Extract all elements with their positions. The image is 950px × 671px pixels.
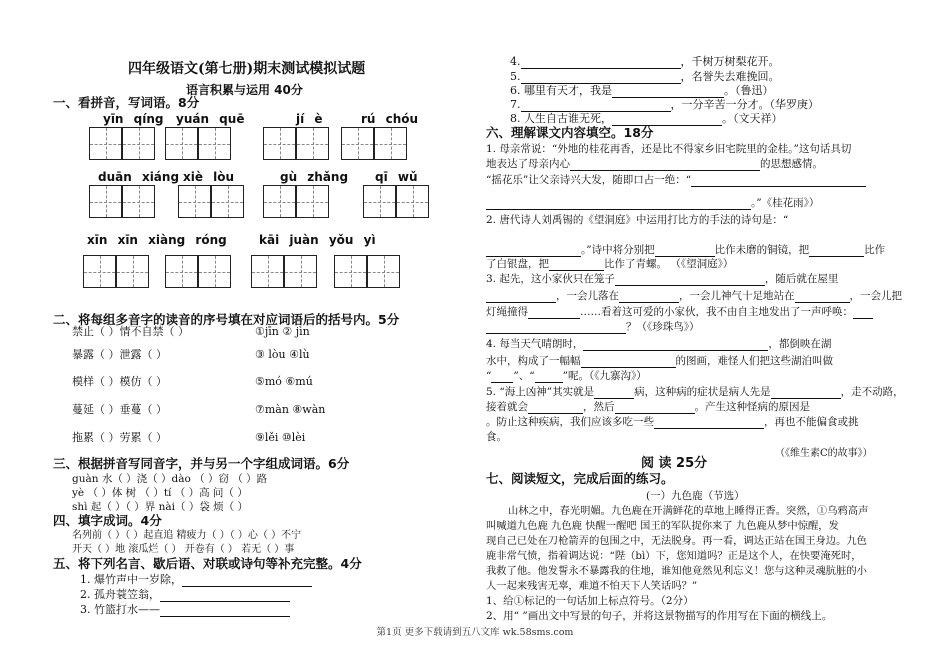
section-6-heading: 六、理解课文内容填空。18分: [486, 125, 654, 140]
section-7-heading: 七、阅读短文，完成后面的练习。: [486, 471, 674, 486]
pinyin-8: qī wǔ: [375, 170, 418, 184]
s3-line-1: guàn 水（ ）浇（ ）dào （ ）窃 （ ）路: [72, 473, 268, 485]
s6-p3a: 3. 起先，这小家伙只在笼子 ，随后就在屋里: [486, 273, 839, 285]
page-title: 四年级语文(第七册)期末测试模拟试题: [128, 61, 366, 77]
s2-row-3-right: ⑤mó ⑥mú: [255, 375, 313, 388]
s6-p3c: 灯绳撞得 ……看着这可爱的小家伙，我不由自主地发出了一声呼唤：: [486, 305, 873, 319]
reading-question-2: 2、用“ ”画出文中写景的句子，并将这景物描写的作用写在下面的横线上。: [486, 610, 833, 622]
reading-para-4: 鹿非常气愤，指着调达说：“陛（bì）下，您知道吗？正是这个人，在快要淹死时，: [486, 550, 862, 562]
page-footer: 第1页 更多下载请到五八文库 wk.58sms.com: [376, 627, 574, 638]
pinyin-4: rú chóu: [361, 112, 419, 126]
s6-p4c: “ ”、“ ”呢。（《九寨沟》）: [486, 370, 647, 382]
s2-row-4-left: 蔓延（ ）垂蔓（ ）: [72, 403, 167, 416]
pinyin-7: gù zhǎng: [280, 170, 349, 184]
s5-item-3: 3. 竹篮打水——: [80, 603, 290, 617]
reading-subtitle: (一）九色鹿（节选）: [646, 490, 745, 502]
s6-p1a: 1. 母亲常说：“外地的桂花再香，还是比不得家乡旧宅院里的金桂。”这句话具切: [486, 143, 852, 155]
s2-row-1-left: 禁止（ ）情不自禁（ ）: [72, 325, 189, 338]
s2-row-4-right: ⑦màn ⑧wàn: [255, 403, 326, 416]
s6-p3b: ，一会儿落在 ，一会儿神气十足地站在 ，一会儿把: [486, 289, 902, 303]
s5-item-5: 5. ，名誉失去难挽回。: [510, 70, 780, 83]
s2-row-2-left: 暴露（ ）泄露（ ）: [72, 348, 167, 361]
reading-para-1: 山林之中，春光明媚。九色鹿在开满鲜花的草地上睡得正香。突然，①乌鸦高声: [508, 505, 869, 517]
s5-item-7: 7. ，一分辛苦一分才。（华罗庚）: [510, 98, 819, 111]
pinyin-9: xīn xīn xiàng róng: [87, 233, 227, 247]
reading-para-5: 我救了他。他发誓永不暴露我的住地，谁知他竟然见利忘义！您与这种灵魂肮脏的小: [486, 565, 867, 577]
s3-line-3: shì 起（ ）（ ）界 nài（ ）袋 烦（ ）: [72, 501, 249, 513]
s6-p5-source: （《维生素C的故事》）: [775, 448, 873, 459]
s5-item-4: 4. ，千树万树梨花开。: [510, 55, 780, 68]
section-3-heading: 三、根据拼音写同音字，并与另一个字组成词语。6分: [53, 456, 350, 471]
s6-p4b: 水中，构成了一幅幅 的图画，难怪人们把这些湖泊叫做: [486, 355, 833, 367]
s6-p3d: ？（《珍珠鸟》）: [486, 320, 700, 334]
section-1-heading: 一、看拼音，写词语。8分: [53, 95, 200, 110]
s6-p2a: 2. 唐代诗人刘禹锡的《望洞庭》中运用打比方的手法的诗句是：“: [486, 214, 789, 226]
s6-p1d: 。”《桂花雨》）: [486, 196, 819, 210]
s5-item-2: 2. 孤舟蓑笠翁，: [80, 588, 290, 602]
reading-para-3: 现自己已处在刀枪箭弄的包围之中，无法脱身。再一看，调达正站在国王身边。九色: [486, 535, 867, 547]
s6-p2b: 。”诗中将分别把 比作未磨的铜镜，把 比作: [486, 243, 885, 257]
subtitle: 语言积累与运用 40分: [186, 83, 303, 97]
s3-line-2: yè （ ）体 树 （ ）tí （ ）高 问（ ）: [72, 487, 248, 499]
section-2-heading: 二、将每组多音字的读音的序号填在对应词语后的括号内。5分: [53, 312, 400, 327]
s6-p4a: 4. 每当天气晴朗时， ，都倒映在湖: [486, 338, 832, 350]
section-5-heading: 五、将下列名言、歇后语、对联或诗句等补充完整。4分: [53, 556, 362, 571]
pinyin-2: yuán quē: [176, 112, 245, 126]
pinyin-3: jí è: [296, 112, 323, 126]
s2-row-1-right: ①jīn ② jìn: [255, 325, 310, 338]
s2-row-2-right: ③ lòu ④lù: [255, 348, 310, 361]
s6-p2c: 了白银盘，把 比作了青螺。 （《望洞庭》）: [486, 258, 734, 270]
s2-row-5-right: ⑨lěi ⑩lèi: [255, 431, 306, 444]
reading-para-6: 人一起来残害无辜，难道不怕天下人笑话吗？”: [486, 580, 698, 592]
s6-p5c: 。防止这种疾病，我们应该多吃一些 ，再也不能偏食或挑: [486, 416, 859, 428]
pinyin-10: kāi juàn yǒu yì: [259, 233, 376, 247]
s5-item-1: 1. 爆竹声中一岁除，: [80, 573, 312, 587]
s4-line-2: 开天（ ）地 滚瓜烂（ ） 开卷有（ ） 若无（ ）事: [72, 544, 295, 555]
reading-title: 阅 读 25分: [641, 456, 708, 471]
reading-para-2: 叫喊道九色鹿 九色鹿 快醒一醒吧 国王的军队捉你来了 九色鹿从梦中惊醒，发: [486, 520, 839, 532]
section-4-heading: 四、填字成词。4分: [53, 513, 162, 528]
s2-row-5-left: 拖累（ ）劳累（ ）: [72, 431, 167, 444]
reading-question-1: 1、给①标记的一句话加上标点符号。（2分）: [486, 595, 694, 607]
pinyin-6: xiè lòu: [183, 170, 235, 184]
pinyin-1: yīn qíng: [103, 112, 164, 126]
s5-item-6: 6. 哪里有天才，我是 。（鲁迅）: [510, 84, 774, 97]
s6-p5d: 食。: [486, 431, 507, 443]
s2-row-3-left: 模样（ ）模仿（ ）: [72, 375, 167, 388]
s6-p5b: 接着就会 ，然后 。产生这种怪病的原因是: [486, 401, 810, 413]
s5-item-8: 8. 人生自古谁无死， 。（文天祥）: [510, 112, 783, 125]
s6-p1c: “摇花乐”让父亲诗兴大发，随即口占一绝：“: [486, 173, 866, 187]
s4-line-1: 名列前（ ）（ ）起直追 精疲力（ ）（ ）心（ ）不宁: [72, 530, 302, 541]
s6-p5a: 5. “海上凶神”其实就是 病，这种病的症状是病人先是 ，走不动路，: [486, 386, 904, 398]
pinyin-5: duān xiáng: [98, 170, 180, 184]
s6-p1b: 地表达了母亲内心 的思想感情。: [486, 158, 823, 170]
